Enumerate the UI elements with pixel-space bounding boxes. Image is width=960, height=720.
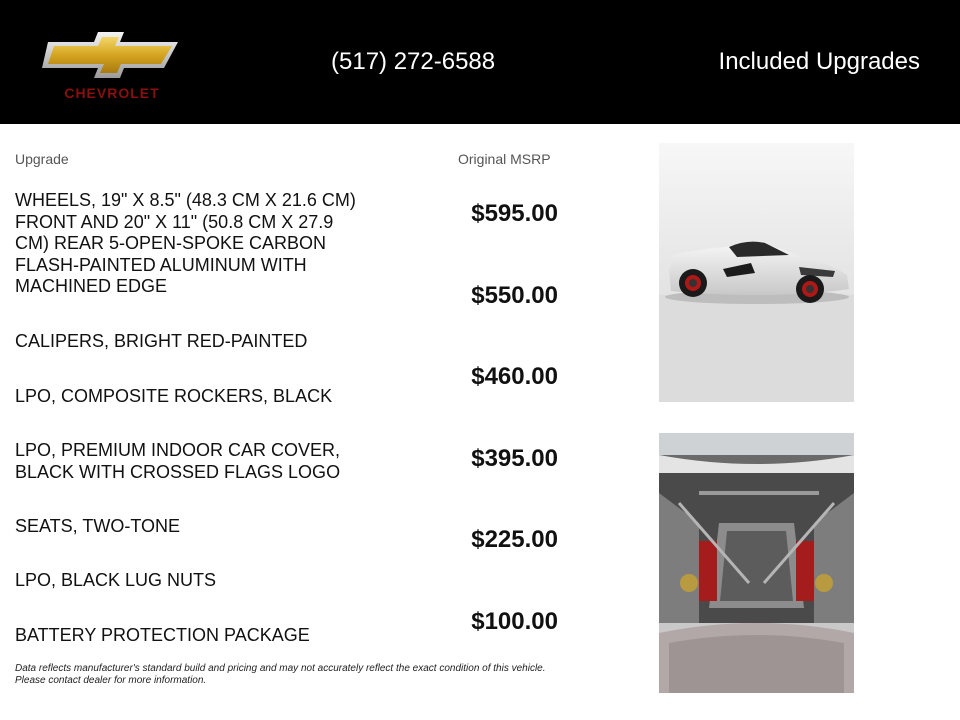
- upgrade-item: WHEELS, 19" X 8.5" (48.3 CM X 21.6 CM) FRONT AND 20" X 11" (50.8 CM X 27.9 CM) REAR 5-OPEN-SPOKE CARBON FLASH-PAINTED ALUMINUM WITH MACHINED EDGE: [15, 190, 356, 296]
- upgrade-item: LPO, COMPOSITE ROCKERS, BLACK: [15, 386, 333, 406]
- disclaimer-text: Data reflects manufacturer's standard build and pricing and may not accurately reflect the exact condition of this vehicle. Please contact dealer for more information.: [15, 663, 546, 686]
- upgrade-item: CALIPERS, BRIGHT RED-PAINTED: [15, 331, 308, 351]
- upgrade-item: SEATS, TWO-TONE: [15, 516, 181, 536]
- price-value: $225.00: [471, 526, 558, 553]
- svg-text:CHEVROLET: CHEVROLET: [64, 85, 160, 101]
- price-value: $460.00: [471, 363, 558, 390]
- chevrolet-bowtie-logo: [40, 30, 182, 106]
- header-bar: [0, 0, 960, 124]
- price-value: $395.00: [471, 445, 558, 472]
- price-value: $550.00: [471, 282, 558, 309]
- vehicle-exterior-photo: [659, 143, 854, 402]
- page-title: Included Upgrades: [718, 48, 920, 75]
- upgrade-column-header: Upgrade: [15, 151, 69, 167]
- engine-bay-photo: [659, 433, 854, 693]
- msrp-column-header: Original MSRP: [458, 151, 551, 167]
- price-value: $100.00: [471, 608, 558, 635]
- upgrade-item: LPO, PREMIUM INDOOR CAR COVER, BLACK WITH CROSSED FLAGS LOGO: [15, 440, 341, 482]
- price-value: $595.00: [471, 200, 558, 227]
- upgrade-item: BATTERY PROTECTION PACKAGE: [15, 625, 310, 645]
- upgrade-item: LPO, BLACK LUG NUTS: [15, 570, 217, 590]
- dealer-phone[interactable]: (517) 272-6588: [331, 48, 496, 75]
